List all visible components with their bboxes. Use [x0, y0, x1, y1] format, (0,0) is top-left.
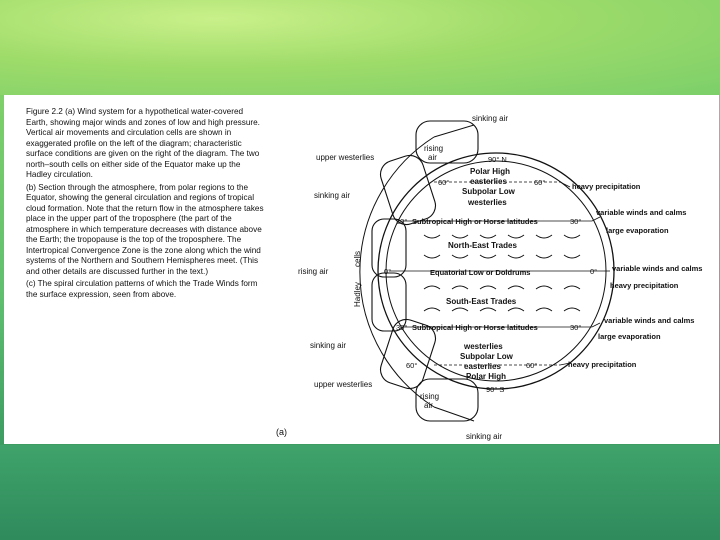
- label-rising-air-south-2: air: [424, 401, 433, 410]
- condition-30s-b: large evaporation: [598, 332, 661, 341]
- label-sinking-air-top: sinking air: [314, 191, 351, 200]
- zone-westerlies-north: westerlies: [468, 198, 507, 207]
- label-rising-air-mid: rising air: [298, 267, 329, 276]
- label-hadley: Hadley: [353, 282, 362, 307]
- zone-subtropical-high-south: Subtropical High or Horse latitudes: [412, 323, 538, 332]
- lat-60n-left: 60°: [438, 178, 450, 187]
- zone-westerlies-south: westerlies: [464, 342, 503, 351]
- zone-subtropical-high-north: Subtropical High or Horse latitudes: [412, 217, 538, 226]
- lat-60n-right: 60°: [534, 178, 546, 187]
- wind-system-diagram: [4, 95, 719, 444]
- caption-part-c: (c) The spiral circulation patterns of which the Trade Winds form the surface expression, seen from above.: [26, 279, 258, 299]
- condition-30n-b: large evaporation: [606, 226, 669, 235]
- lat-60s-right: 60°: [526, 361, 538, 370]
- label-rising-air-north-1: rising: [424, 144, 444, 153]
- condition-eq-b: heavy precipitation: [610, 281, 679, 290]
- zone-se-trades: South-East Trades: [446, 297, 517, 306]
- label-cells: cells: [353, 250, 362, 267]
- figure-panel: [4, 95, 719, 444]
- label-sinking-air-south: sinking air: [466, 432, 503, 441]
- condition-30s-a: variable winds and calms: [604, 316, 695, 325]
- label-rising-air-north-2: air: [428, 153, 437, 162]
- label-sinking-air-north: sinking air: [472, 114, 509, 123]
- outer-circulation-arc: [360, 137, 434, 407]
- label-rising-air-south-1: rising: [420, 392, 440, 401]
- label-upper-westerlies-bottom: upper westerlies: [314, 380, 373, 389]
- zone-easterlies-north: easterlies: [470, 177, 507, 186]
- condition-60n: heavy precipitation: [572, 182, 641, 191]
- figure-label: (a): [276, 427, 287, 437]
- lat-30s-right: 30°: [570, 323, 582, 332]
- condition-eq-a: variable winds and calms: [612, 264, 703, 273]
- condition-30n-a: variable winds and calms: [596, 208, 687, 217]
- caption-part-b: (b) Section through the atmosphere, from polar regions to the Equator, showing the general circulation and regions of tropical cloud formation. Note that the return flow in the atmosphere takes place in the upper part of the troposphere (the part of the atmosphere in which temperature decreases with distance above the Earth; the tropopause is the top of the troposphere. The Intertropical Convergence Zone is the zone along which the wind systems of the Northern and Southern Hemispheres meet. (This and other details are discussed further in the text.): [26, 182, 264, 276]
- lat-90s: 90° S: [486, 385, 505, 394]
- lat-90n: 90° N: [488, 155, 507, 164]
- slide-background-bottom: [0, 445, 720, 540]
- slide-background-top: [0, 0, 720, 95]
- zone-polar-high-south: Polar High: [466, 372, 507, 381]
- label-upper-westerlies-top: upper westerlies: [316, 153, 375, 162]
- zone-subpolar-low-north: Subpolar Low: [462, 187, 515, 196]
- label-sinking-air-bottom: sinking air: [310, 341, 347, 350]
- lat-30n-right: 30°: [570, 217, 582, 226]
- zone-easterlies-south: easterlies: [464, 362, 501, 371]
- lat-30s-left: 30°: [396, 323, 408, 332]
- outer-arc-top: [434, 125, 474, 137]
- zone-ne-trades: North-East Trades: [448, 241, 517, 250]
- caption-part-a: Figure 2.2 (a) Wind system for a hypothetical water-covered Earth, showing major winds and zones of low and high pressure. Vertical air movements and circulation cells are shown in exaggerated profile on the left of the diagram; characteristic surface conditions are given on the right of the diagram. The two north–south cells on either side of the Equator make up the Hadley circulation.: [26, 107, 260, 179]
- lat-30n-left: 30°: [396, 217, 408, 226]
- outer-arc-bottom: [434, 407, 474, 421]
- lat-eq-right: 0°: [590, 267, 598, 276]
- lat-eq-left: 0°: [384, 267, 392, 276]
- zone-subpolar-low-south: Subpolar Low: [460, 352, 513, 361]
- zone-equatorial-low: Equatorial Low or Doldrums: [430, 268, 531, 277]
- lat-60s-left: 60°: [406, 361, 418, 370]
- condition-60s: heavy precipitation: [568, 360, 637, 369]
- zone-polar-high-north: Polar High: [470, 167, 511, 176]
